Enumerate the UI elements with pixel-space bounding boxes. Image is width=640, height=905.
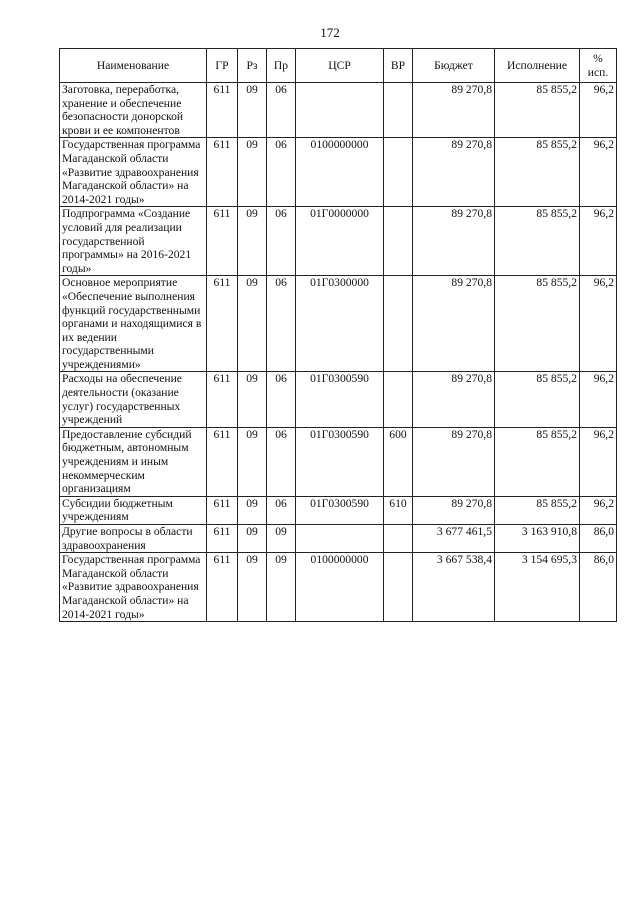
row-budget: 3 677 461,5 xyxy=(413,525,495,553)
row-pr: 06 xyxy=(267,372,296,427)
row-vr xyxy=(384,553,413,622)
row-budget: 89 270,8 xyxy=(413,427,495,496)
table-header-row xyxy=(60,49,617,83)
table-row xyxy=(60,496,617,524)
row-percent: 86,0 xyxy=(580,525,617,553)
row-rz: 09 xyxy=(238,525,267,553)
row-name: Основное мероприятие «Обеспечение выполнения функций государственными органами и находящимися в их ведении государственными учреждениями» xyxy=(60,276,207,372)
row-vr xyxy=(384,525,413,553)
row-execution: 3 163 910,8 xyxy=(495,525,580,553)
table-row xyxy=(60,207,617,276)
header-percent xyxy=(580,49,617,83)
row-gr: 611 xyxy=(207,372,238,427)
row-pr: 06 xyxy=(267,207,296,276)
header-name: Наименование xyxy=(60,49,207,83)
row-name: Государственная программа Магаданской области «Развитие здравоохранения Магаданской области» на 2014-2021 годы» xyxy=(60,138,207,207)
row-csr xyxy=(296,83,384,138)
row-budget: 89 270,8 xyxy=(413,496,495,524)
row-budget: 89 270,8 xyxy=(413,138,495,207)
header-pr: Пр xyxy=(267,49,296,83)
row-vr xyxy=(384,276,413,372)
row-gr: 611 xyxy=(207,496,238,524)
row-name: Другие вопросы в области здравоохранения xyxy=(60,525,207,553)
table-row xyxy=(60,138,617,207)
row-vr: 610 xyxy=(384,496,413,524)
row-pr: 09 xyxy=(267,553,296,622)
page-number: 172 xyxy=(320,25,340,40)
header-gr: ГР xyxy=(207,49,238,83)
header-csr: ЦСР xyxy=(296,49,384,83)
row-name: Субсидии бюджетным учреждениям xyxy=(60,496,207,524)
row-budget: 89 270,8 xyxy=(413,276,495,372)
row-name: Подпрограмма «Создание условий для реализации государственной программы» на 2016-2021 годы» xyxy=(60,207,207,276)
header-percent-label: исп. xyxy=(587,65,609,79)
row-budget: 89 270,8 xyxy=(413,372,495,427)
row-execution: 85 855,2 xyxy=(495,427,580,496)
row-execution: 85 855,2 xyxy=(495,83,580,138)
header-percent-symbol: % xyxy=(593,51,603,65)
row-execution: 85 855,2 xyxy=(495,207,580,276)
row-rz: 09 xyxy=(238,427,267,496)
row-gr: 611 xyxy=(207,553,238,622)
row-percent: 96,2 xyxy=(580,83,617,138)
row-execution: 85 855,2 xyxy=(495,138,580,207)
row-name: Расходы на обеспечение деятельности (оказание услуг) государственных учреждений xyxy=(60,372,207,427)
budget-execution-table xyxy=(59,48,617,622)
row-vr xyxy=(384,372,413,427)
row-pr: 06 xyxy=(267,83,296,138)
row-rz: 09 xyxy=(238,372,267,427)
row-pr: 06 xyxy=(267,138,296,207)
row-pr: 09 xyxy=(267,525,296,553)
row-rz: 09 xyxy=(238,207,267,276)
row-percent: 96,2 xyxy=(580,276,617,372)
row-rz: 09 xyxy=(238,138,267,207)
header-rz: Рз xyxy=(238,49,267,83)
row-budget: 89 270,8 xyxy=(413,83,495,138)
row-vr xyxy=(384,138,413,207)
row-csr: 01Г0300590 xyxy=(296,427,384,496)
row-rz: 09 xyxy=(238,276,267,372)
row-percent: 96,2 xyxy=(580,207,617,276)
table-row xyxy=(60,553,617,622)
row-gr: 611 xyxy=(207,83,238,138)
row-csr: 01Г0300000 xyxy=(296,276,384,372)
row-name: Государственная программа Магаданской области «Развитие здравоохранения Магаданской области» на 2014-2021 годы» xyxy=(60,553,207,622)
row-csr: 0100000000 xyxy=(296,138,384,207)
row-execution: 85 855,2 xyxy=(495,372,580,427)
row-gr: 611 xyxy=(207,427,238,496)
row-name: Предоставление субсидий бюджетным, автономным учреждениям и иным некоммерческим организациям xyxy=(60,427,207,496)
row-csr: 01Г0300590 xyxy=(296,496,384,524)
row-rz: 09 xyxy=(238,496,267,524)
row-csr xyxy=(296,525,384,553)
row-gr: 611 xyxy=(207,525,238,553)
header-vr: ВР xyxy=(384,49,413,83)
row-rz: 09 xyxy=(238,553,267,622)
row-csr: 01Г0000000 xyxy=(296,207,384,276)
row-pr: 06 xyxy=(267,276,296,372)
row-execution: 85 855,2 xyxy=(495,496,580,524)
row-rz: 09 xyxy=(238,83,267,138)
row-gr: 611 xyxy=(207,276,238,372)
table-row xyxy=(60,525,617,553)
row-csr: 0100000000 xyxy=(296,553,384,622)
row-percent: 96,2 xyxy=(580,372,617,427)
row-percent: 96,2 xyxy=(580,427,617,496)
table-row xyxy=(60,372,617,427)
row-csr: 01Г0300590 xyxy=(296,372,384,427)
row-name: Заготовка, переработка, хранение и обеспечение безопасности донорской крови и ее компонентов xyxy=(60,83,207,138)
table-row xyxy=(60,427,617,496)
row-vr xyxy=(384,83,413,138)
row-budget: 3 667 538,4 xyxy=(413,553,495,622)
row-vr: 600 xyxy=(384,427,413,496)
row-percent: 96,2 xyxy=(580,138,617,207)
row-percent: 96,2 xyxy=(580,496,617,524)
row-gr: 611 xyxy=(207,207,238,276)
row-execution: 85 855,2 xyxy=(495,276,580,372)
row-percent: 86,0 xyxy=(580,553,617,622)
row-pr: 06 xyxy=(267,427,296,496)
row-budget: 89 270,8 xyxy=(413,207,495,276)
row-gr: 611 xyxy=(207,138,238,207)
row-execution: 3 154 695,3 xyxy=(495,553,580,622)
table-row xyxy=(60,276,617,372)
header-execution: Исполнение xyxy=(495,49,580,83)
header-budget: Бюджет xyxy=(413,49,495,83)
table-row xyxy=(60,83,617,138)
row-pr: 06 xyxy=(267,496,296,524)
row-vr xyxy=(384,207,413,276)
